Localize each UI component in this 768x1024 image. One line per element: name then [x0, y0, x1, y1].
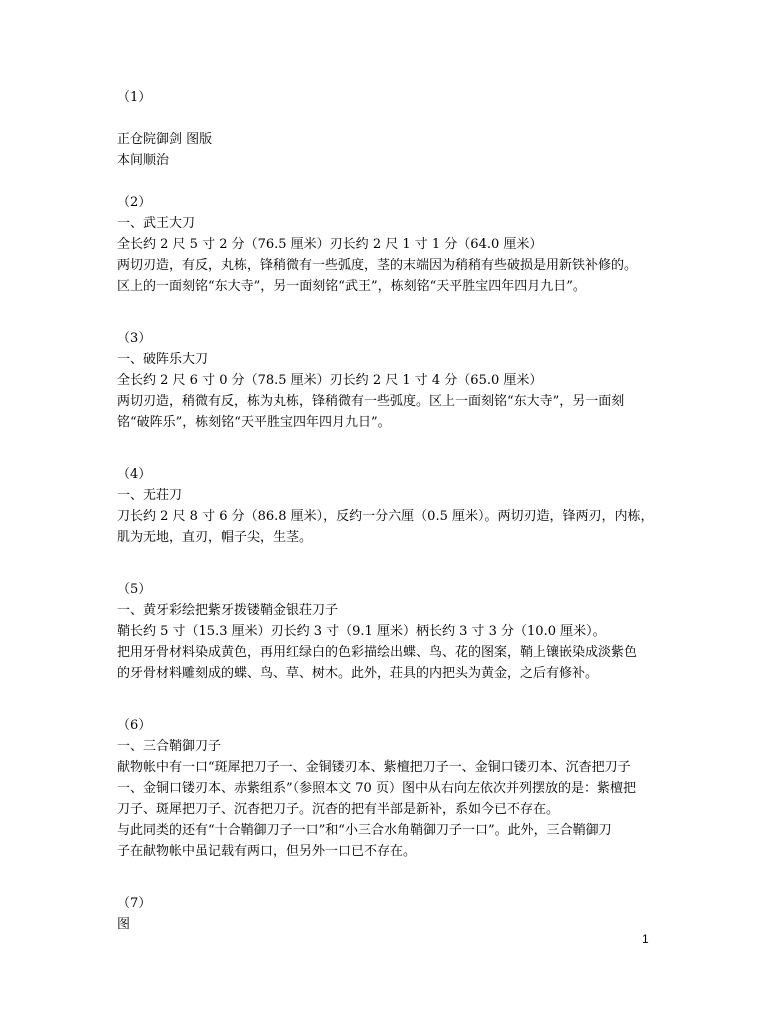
- item-heading: 一、破阵乐大刀: [117, 352, 209, 367]
- item-description-line: 两切刃造，稍微有反，栋为丸栋，锋稍微有一些弧度。区上一面刻铭“东大寺”，另一面刻: [117, 394, 625, 409]
- item-description-line: 铭“破阵乐”，栋刻铭“天平胜宝四年四月九日”。: [117, 415, 391, 430]
- item-description-line: 子在献物帐中虽记载有两口，但另外一口已不存在。: [117, 844, 417, 859]
- section-number: （1）: [117, 90, 152, 105]
- item-heading: 一、黄牙彩绘把紫牙拨镂鞘金银荘刀子: [117, 603, 339, 618]
- document-body: [117, 87, 657, 935]
- item-measurements: 全长约 2 尺 5 寸 2 分（76.5 厘米）刃长约 2 尺 1 寸 1 分（64.0 厘米）: [117, 237, 543, 252]
- section-number: （3）: [117, 331, 152, 346]
- item-description-line: 区上的一面刻铭“东大寺”，另一面刻铭“武王”，栋刻铭“天平胜宝四年四月九日”。: [117, 279, 586, 294]
- item-description-line: 两切刃造，有反，丸栋，锋稍微有一些弧度，茎的末端因为稍稍有些破损是用新铁补修的。: [117, 258, 638, 273]
- item-description-line: 与此同类的还有“十合鞘御刀子一口”和“小三合水角鞘御刀子一口”。此外，三合鞘御刀: [117, 823, 612, 838]
- item-measurements: 鞘长约 5 寸（15.3 厘米）刃长约 3 寸（9.1 厘米）柄长约 3 寸 3 分（10.0 厘米）。: [117, 624, 606, 639]
- item-heading: 一、三合鞘御刀子: [117, 739, 222, 754]
- page-number: 1: [642, 932, 649, 946]
- section-number: （7）: [117, 896, 152, 911]
- plate-title: 正仓院御剑 图版: [117, 132, 213, 147]
- item-description-line: 的牙骨材料雕刻成的蝶、鸟、草、树木。此外，荘具的内把头为黄金，之后有修补。: [117, 666, 599, 681]
- item-description-line: 献物帐中有一口“斑犀把刀子一、金铜镂刃本、紫檀把刀子一、金铜口镂刃本、沉杳把刀子: [117, 760, 631, 775]
- item-description-line: 一、金铜口镂刃本、赤紫组系”（参照本文 70 页）图中从右向左依次并列摆放的是：紫檀把: [117, 781, 636, 796]
- section-number: （5）: [117, 582, 152, 597]
- item-description-line: 肌为无地，直刃，帽子尖，生茎。: [117, 530, 313, 545]
- item-description-line: 刀长约 2 尺 8 寸 6 分（86.8 厘米），反约一分六厘（0.5 厘米）。两切刃造，锋两刃，内栋，: [117, 509, 654, 524]
- item-heading: 一、武王大刀: [117, 216, 196, 231]
- item-description-line: 刀子、斑犀把刀子、沉杳把刀子。沉杳的把有半部是新补，系如今已不存在。: [117, 802, 560, 817]
- section-number: （2）: [117, 195, 152, 210]
- item-heading: 图: [117, 917, 131, 932]
- item-measurements: 全长约 2 尺 6 寸 0 分（78.5 厘米）刃长约 2 尺 1 寸 4 分（65.0 厘米）: [117, 373, 543, 388]
- section-number: （4）: [117, 467, 152, 482]
- item-heading: 一、无荘刀: [117, 488, 183, 503]
- item-description-line: 把用牙骨材料染成黄色，再用红绿白的色彩描绘出蝶、鸟、花的图案，鞘上镶嵌染成淡紫色: [117, 645, 638, 660]
- section-number: （6）: [117, 718, 152, 733]
- author-name: 本间顺治: [117, 153, 170, 168]
